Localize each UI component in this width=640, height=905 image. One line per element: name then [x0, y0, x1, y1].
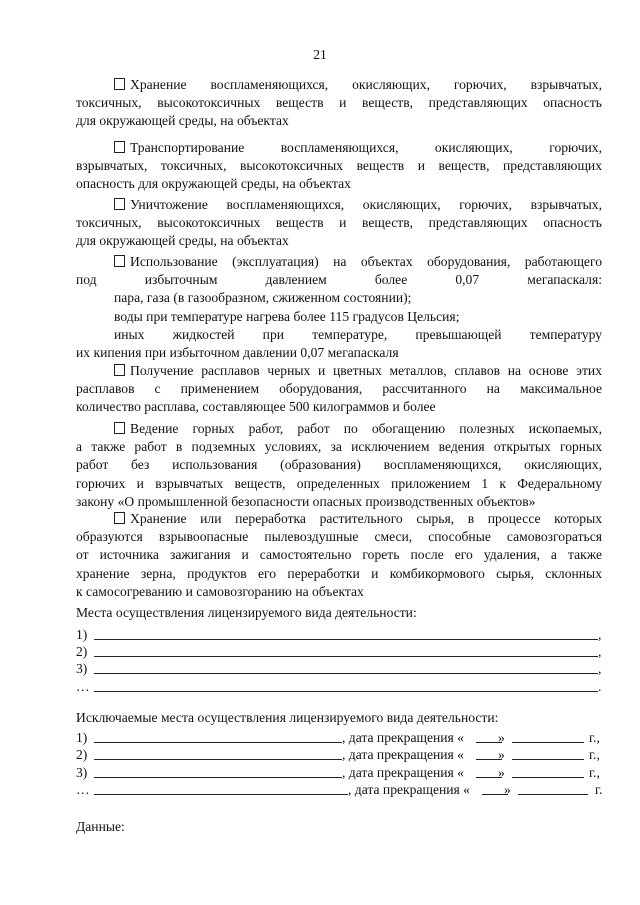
places-heading: Места осуществления лицензируемого вида деятельности: [76, 605, 417, 620]
activity-item [76, 76, 602, 131]
item-text: хранение зерна, продуктов его переработки и комбикормового сырья, склонных [76, 565, 602, 581]
excluded-place-field[interactable] [94, 742, 342, 743]
year-suffix: г., [589, 765, 600, 780]
item-text: расплавов с применением оборудования, рассчитанного на максимальное [76, 381, 602, 397]
activity-item [76, 420, 602, 511]
data-label: Данные: [76, 819, 125, 834]
row-number: 1) [76, 627, 88, 642]
year-suffix: г., [589, 730, 600, 745]
item-text: для окружающей среды, на объектах [76, 113, 289, 129]
month-field[interactable] [518, 794, 588, 795]
item-text: образуются взрывоопасные пылевоздушные смеси, способные самовозгораться [76, 529, 602, 545]
row-end: , [598, 627, 602, 642]
place-field[interactable] [94, 656, 598, 657]
row-number: … [76, 679, 90, 694]
checkbox[interactable] [114, 198, 125, 210]
checkbox[interactable] [114, 364, 125, 376]
checkbox[interactable] [114, 512, 125, 524]
item-text: взрывчатых, токсичных, высокотоксичных веществ и веществ, представляющих [76, 158, 602, 174]
checkbox[interactable] [114, 78, 125, 90]
activity-item [76, 362, 602, 417]
item-text: Хранение или переработка растительного сырья, в процессе которых [130, 511, 602, 526]
row-number: 3) [76, 765, 88, 780]
item-text: Получение расплавов черных и цветных металлов, сплавов на основе этих [130, 363, 602, 378]
row-end: , [598, 644, 602, 659]
place-row [76, 660, 602, 678]
place-row [76, 626, 602, 644]
item-text: а также работ в подземных условиях, за исключением ведения открытых горных [76, 439, 602, 455]
row-end: , [598, 661, 602, 676]
item-text: к самосогреванию и самовозгоранию на объектах [76, 583, 364, 599]
item-text: Хранение воспламеняющихся, окисляющих, горючих, взрывчатых, [130, 77, 602, 92]
date-close: » [498, 765, 505, 780]
checkbox[interactable] [114, 255, 125, 267]
row-number: 1) [76, 730, 88, 745]
sub-item-text: воды при температуре нагрева более 115 градусов Цельсия; [114, 308, 460, 324]
row-end: . [598, 679, 602, 694]
item-text: опасность для окружающей среды, на объектах [76, 176, 351, 192]
date-label: , дата прекращения « [342, 730, 464, 745]
date-label: , дата прекращения « [348, 782, 470, 797]
item-text: горючих и взрывчатых веществ, определенных приложением 1 к Федеральному [76, 475, 602, 491]
activity-item [76, 253, 602, 362]
sub-item-text: пара, газа (в газообразном, сжиженном состоянии); [114, 290, 412, 306]
row-number: 2) [76, 644, 88, 659]
month-field[interactable] [512, 777, 584, 778]
sub-item-text: иных жидкостей при температуре, превышающей температуру [114, 326, 602, 342]
excluded-row [76, 781, 602, 799]
date-close: » [498, 747, 505, 762]
row-number: 2) [76, 747, 88, 762]
excluded-place-field[interactable] [94, 759, 342, 760]
item-text: количество расплава, составляющее 500 килограммов и более [76, 399, 436, 415]
item-text: под избыточным давлением более 0,07 мегапаскаля: [76, 272, 602, 288]
month-field[interactable] [512, 759, 584, 760]
date-label: , дата прекращения « [342, 765, 464, 780]
date-label: , дата прекращения « [342, 747, 464, 762]
item-text: токсичных, высокотоксичных веществ и веществ, представляющих опасность [76, 95, 602, 111]
place-row [76, 678, 602, 696]
month-field[interactable] [512, 742, 584, 743]
excluded-place-field[interactable] [94, 777, 342, 778]
checkbox[interactable] [114, 422, 125, 434]
place-field[interactable] [94, 673, 598, 674]
item-text: Транспортирование воспламеняющихся, окисляющих, горючих, [130, 140, 602, 155]
activity-item [76, 510, 602, 601]
activity-item [76, 196, 602, 251]
date-close: » [498, 730, 505, 745]
excluded-row [76, 729, 602, 747]
checkbox[interactable] [114, 141, 125, 153]
excluded-heading: Исключаемые места осуществления лицензируемого вида деятельности: [76, 710, 499, 725]
item-text: токсичных, высокотоксичных веществ и веществ, представляющих опасность [76, 215, 602, 231]
item-text: от источника зажигания и самостоятельно гореть после его удаления, а также [76, 547, 602, 563]
place-field[interactable] [94, 691, 598, 692]
sub-item-text: их кипения при избыточном давлении 0,07 мегапаскаля [76, 345, 399, 361]
excluded-row [76, 764, 602, 782]
excluded-place-field[interactable] [94, 794, 348, 795]
year-suffix: г. [595, 782, 603, 797]
row-number: 3) [76, 661, 88, 676]
date-close: » [504, 782, 511, 797]
place-field[interactable] [94, 639, 598, 640]
item-text: Уничтожение воспламеняющихся, окисляющих, горючих, взрывчатых, [130, 197, 602, 212]
year-suffix: г., [589, 747, 600, 762]
item-text: Использование (эксплуатация) на объектах оборудования, работающего [130, 254, 602, 269]
activity-item [76, 139, 602, 194]
item-text: работ без использования (образования) воспламеняющихся, окисляющих, [76, 457, 602, 473]
excluded-row [76, 746, 602, 764]
row-number: … [76, 782, 90, 797]
item-text: для окружающей среды, на объектах [76, 233, 289, 249]
item-text: Ведение горных работ, работ по обогащению полезных ископаемых, [130, 421, 602, 436]
item-text: закону «О промышленной безопасности опасных производственных объектов» [76, 493, 536, 509]
page-number: 21 [313, 47, 327, 62]
place-row [76, 643, 602, 661]
